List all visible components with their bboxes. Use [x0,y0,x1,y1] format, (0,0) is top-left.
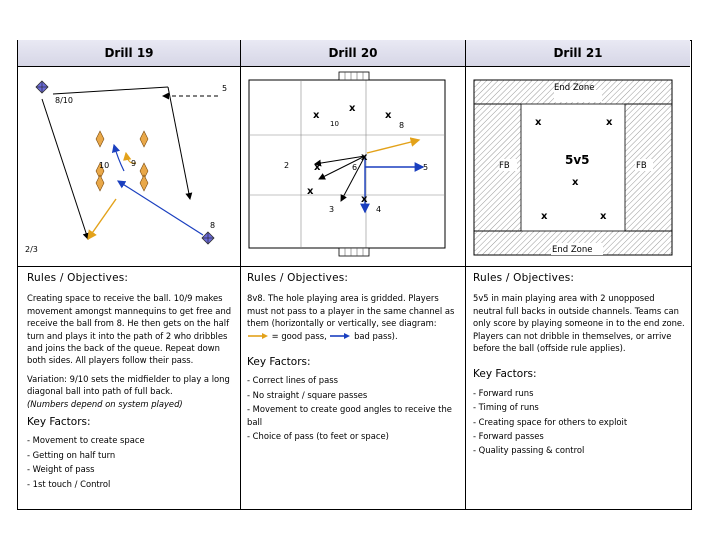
player-label-9: 9 [131,159,137,168]
player-label-3: 3 [329,205,335,214]
key-factor: - Quality passing & control [473,445,585,456]
run-line [168,87,190,199]
rules-text: 5v5 in main playing area with 2 unopposed neutral full backs in outside channels. Teams can only score by playing someone in to the end zone. Players can not dribble in themselves, or arrive before the ball (offside rule applies). [473,293,685,354]
svg-text:x: x [349,103,356,114]
full-back-left-label: FB [499,161,510,171]
key-factors-title: Key Factors: [27,416,91,429]
svg-text:x: x [307,186,314,197]
svg-text:x: x [535,117,542,128]
player-label-5: 5 [423,163,429,172]
full-back-right-label: FB [636,161,647,171]
drill-20-diagram [241,67,465,266]
key-factor: - Getting on half turn [27,449,116,460]
drill-20-text [247,272,459,444]
drill-19-diagram [18,67,240,266]
player-label-8: 8 [399,121,405,130]
key-factor: - Creating space for others to exploit [473,416,628,427]
variation-text: Variation: 9/10 sets the midfielder to play a long diagonal ball into path of full back. [27,373,230,397]
5v5-label: 5v5 [565,153,590,167]
player-label-6: 6 [352,163,358,172]
player-marks [535,117,613,222]
player-label-10: 10 [99,161,110,170]
key-factor: - Timing of runs [473,402,539,413]
key-factors-title: Key Factors: [247,356,311,369]
player-label-10: 10 [330,120,339,128]
end-zone-bottom-label: End Zone [552,245,593,255]
key-factor: - Forward runs [473,387,534,398]
row-divider [17,266,691,267]
header-drill-21: Drill 21 [466,40,690,67]
svg-text:x: x [572,177,579,188]
run-arrow [114,145,124,171]
key-factor: - Correct lines of pass [247,375,338,386]
svg-text:x: x [606,117,613,128]
pass-line [118,181,203,235]
svg-text:x: x [600,211,607,222]
player-diamond-icon [36,81,48,93]
key-factor: - Choice of pass (to feet or space) [247,431,389,442]
rules-title: Rules / Objectives: [473,272,575,284]
pass-line [88,199,116,239]
header-drill-19: Drill 19 [18,40,240,67]
rules-text: Creating space to receive the ball. 10/9 makes movement amongst mannequins to get free and receive the ball from 8. He then gets on the half turn and plays it into the path of 2 who dribbles and joins the back of the queue. Repeat down both sides. All players follow their pass. [27,293,232,366]
player-diamond-icon [202,232,214,244]
run-line [42,99,88,239]
key-factor: - Movement to create space [27,435,145,446]
playing-field [249,80,445,248]
good-pass-line [367,140,419,153]
drill-19-text [27,272,235,492]
rules-text: 8v8. The hole playing area is gridded. Players must not pass to a player in the same channel as them (horizontally or vertically, see diagram: = good pass, bad pass). [247,293,455,341]
key-factor: - Movement to create good angles to receive the ball [247,404,452,427]
key-factor: - Forward passes [473,431,544,442]
key-factor: - No straight / square passes [247,389,368,400]
svg-text:x: x [314,162,321,173]
drill-21-diagram [466,67,690,266]
svg-text:x: x [385,110,392,121]
key-factor: - Weight of pass [27,464,95,475]
player-label-2-3: 2/3 [25,245,38,254]
header-drill-20: Drill 20 [241,40,465,67]
grid-lines [249,80,445,248]
rules-title: Rules / Objectives: [247,272,349,284]
end-zone-top-label: End Zone [554,83,595,93]
key-factor: - 1st touch / Control [27,478,111,489]
drill-21-text [473,272,685,459]
system-note: (Numbers depend on system played) [27,398,183,409]
player-label-4: 4 [376,205,382,214]
run-line [53,87,168,94]
good-pass-arrow-icon [247,332,269,340]
rules-title: Rules / Objectives: [27,272,129,284]
svg-text:x: x [361,152,368,163]
svg-text:x: x [361,194,368,205]
bad-pass-arrow-icon [329,332,351,340]
key-factors-title: Key Factors: [473,368,537,381]
svg-text:x: x [313,110,320,121]
svg-text:x: x [541,211,548,222]
player-label-8: 8 [210,221,216,230]
player-marks [307,103,392,205]
player-label-5: 5 [222,84,228,93]
player-label-8-10: 8/10 [55,96,73,105]
player-label-2: 2 [284,161,290,170]
